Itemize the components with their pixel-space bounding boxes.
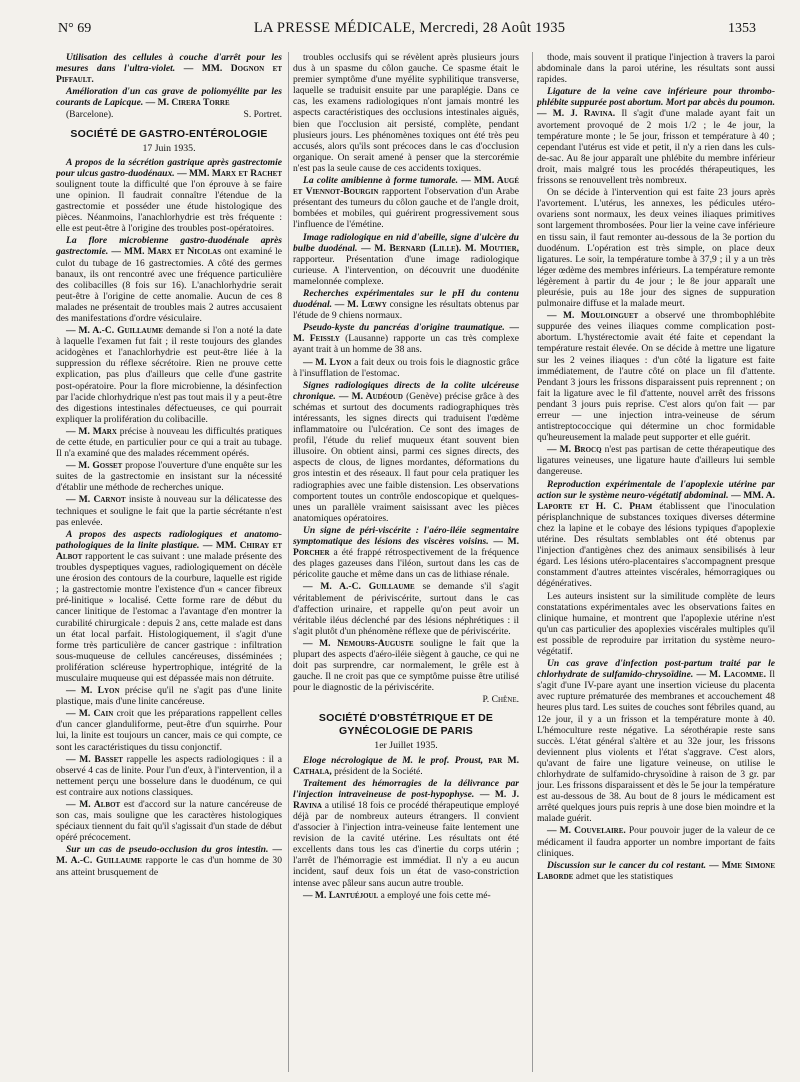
article-paragraph (293, 525, 519, 580)
article-text: est d'accord sur la nature cancéreuse de son cas, mais souligne que les caractères histologiques spéciaux tiennent du fait qu'il s'agissait d'un stade de début opéré précocement. (56, 799, 282, 844)
article-author: — M. Bernard (Lille). M. Moutier, (361, 242, 519, 254)
article-text: Il s'agit d'une IV-pare ayant une insertion vicieuse du placenta avec rupture prématurée des membranes et accouchement 48 heures plus tard. Les suites de couches sont fébriles quand, au 12e jour, il y a un frisson et la température monte à 40. L'hémoculture reste négative. La sérothérapie reste sans succès. L'état général s'altère et au 32e jour, les frissons deviennent plus violents et l'état s'aggrave. C'est alors, qu'avant de faire une ligature veineuse, on utilise le chlorhydrate de sulfamido-chrysoïdine à raison de 3 gr. par jour. Les frissons disparaissent et dès le 5e jour la température est au-dessous de 38. Au bout de 8 jours le médicament est arrêté quelques jours puis repris à une dose bien moindre et la malade guérit. (537, 669, 775, 825)
article-author: — M. A.-C. Guillaume (56, 844, 282, 867)
article-heading: Reproduction expérimentale de l'apoplexie utérine par action sur le système neuro-végétatif abdominal. (537, 478, 775, 501)
article-paragraph (293, 778, 519, 889)
article-text: thode, mais souvent il pratique l'injection à travers la paroi abdominale dans la paroi utérine, les résultats sont aussi rapides. (537, 52, 775, 86)
article-author: — MM. Chiray et Albot (56, 539, 282, 562)
article-author: — MM. Augé et Viennot-Bourgin (293, 175, 519, 198)
article-author: — M. Cain (66, 708, 114, 720)
article-heading: A propos des aspects radiologiques et anatomo-pathologiques de la linite plastique. (56, 528, 282, 551)
article-author: — M. Nemours-Auguste (303, 637, 414, 649)
article-paragraph (56, 494, 282, 527)
location-text: (Barcelone). (66, 109, 114, 121)
article-text: soulignent toute la difficulté que l'on éprouve à se faire une opinion. Il faudrait connaître l'étendue de la gastrectomie et posséder une étude histologique des pièces. Néanmoins, l'anachlorhydrie est très fréquente : elle est peut-être à l'origine des troubles post-opératoires. (56, 178, 282, 235)
article-text: a utilisé 18 fois ce procédé thérapeutique employé déjà par de nombreux auteurs étrangers. Il convient d'associer à l'injection intra-veineuse faite lentement une revision de la cavité utérine. Les résultats ont été excellents dans tous les cas d'inertie du corps utérin ; l'arrêt de l'hémorragie est immédiat. Il n'y a eu aucun incident, sauf deux fois un état de vaso-constriction intense avec pâleur sans aucun autre trouble. (293, 799, 519, 889)
author-location (66, 109, 282, 120)
section-title: SOCIÉTÉ DE GASTRO-ENTÉROLOGIE (70, 127, 268, 140)
article-author: — M. Brocq (547, 444, 602, 456)
article-paragraph (56, 426, 282, 459)
article-author: — M. Lantuéjoul (303, 889, 379, 901)
article-paragraph (293, 380, 519, 524)
article-paragraph (56, 799, 282, 843)
article-heading: Un cas grave d'infection post-partum traité par le chlorhydrate de sulfamido-chrysoïdine. (537, 658, 775, 681)
article-author: — M. Couvelaire. (547, 825, 626, 837)
article-heading: La flore microbienne gastro-duodénale après gastrectomie. (56, 235, 282, 258)
article-paragraph (293, 638, 519, 693)
article-author: — Mme Simone Laborde (537, 859, 775, 882)
article-paragraph (293, 52, 519, 174)
column-3 (532, 52, 775, 1072)
article-text: a été frappé rétrospectivement de la fréquence des plages gazeuses dans l'iléon, surtout dans les cas de péricolite gauche et même dans un cas de lithiase rénale. (293, 547, 519, 581)
reporter-signature: S. Portret. (243, 109, 282, 121)
article-paragraph (56, 844, 282, 877)
article-paragraph (293, 175, 519, 230)
article-text: rapporte le cas d'un homme de 30 ans atteint brusquement de (56, 855, 282, 878)
article-paragraph (293, 890, 519, 901)
article-paragraph (537, 658, 775, 824)
article-author: — M. A.-C. Guillaume (303, 581, 415, 593)
article-author: — M. Audéoud (338, 390, 403, 402)
article-paragraph (293, 322, 519, 355)
article-author: — M. Cirera Torre (145, 97, 230, 109)
article-text: précise qu'il ne s'agit pas d'une linite plastique, mais d'une linite cancéreuse. (56, 685, 282, 708)
article-heading: Amélioration d'un cas grave de poliomyélite par les courants de Lapicque. (56, 86, 282, 109)
article-text: ont examiné le culot du tubage de 16 gastrectomies. A côté des germes banaux, ils ont rencontré avec une fréquence particulière des colibacilles (8 fois sur 16). L'anachlorhydrie serait peut-être à l'origine de cette anomalie. Aucun de ces 8 malades ne présentait de troubles mais 2 autres accusaient des manifestations d'ordre vésiculaire. (56, 246, 282, 324)
article-author: — M. Basset (66, 753, 123, 765)
article-author: — M. J. Ravina. (537, 108, 616, 120)
section-date: 17 Juin 1935. (142, 142, 196, 154)
article-text: a fait deux ou trois fois le diagnostic grâce à l'insufflation de l'estomac. (293, 356, 519, 379)
article-paragraph (293, 232, 519, 287)
article-heading: Image radiologique en nid d'abeille, signe d'ulcère du bulbe duodénal. (293, 231, 519, 254)
article-text: président de la Société. (334, 765, 423, 777)
article-text: (Lausanne) rapporte un cas très complexe ayant trait à un homme de 38 ans. (293, 333, 519, 356)
article-paragraph (56, 529, 282, 684)
article-heading: La colite amibienne à forme tumorale. (303, 175, 459, 187)
article-author: — MM. Dognon et Piffault. (56, 63, 282, 86)
article-author: — M. Porcher (293, 536, 519, 559)
article-text: n'est pas partisan de cette thérapeutique des ligatures veineuses, une ligature haute d'ailleurs lui semble dangereuse. (537, 444, 775, 478)
article-paragraph (537, 187, 775, 309)
article-paragraph (56, 754, 282, 798)
article-text: Il s'agit d'une malade ayant fait un avortement provoqué de 2 mois 1/2 ; le 4e jour, la température monte ; le 5e jour, frisson et température à 40 ; cependant l'utérus est vide et petit, il n'y a rien dans les culs-de-sac. Au 8e jour apparaît une phlébite du membre inférieur droit, mais malgré tous les procédés thérapeutiques, les frissons se renouvellent très nombreux. (537, 108, 775, 187)
article-text: demande si l'on a noté la date à laquelle l'examen fut fait ; il reste toujours des glandes acidogènes et l'anachlorhydrie est peut-être liée à la suppression du réflexe sécrétoire. Rien ne prouve cette explication, pas plus d'ailleurs que celle d'une gastrite post-opératoire. Pour la flore microbienne, la désinfection par l'acide chlorhydrique n'est pas tout mais il y a peut-être des digestions intestinales défectueuses, ce qui pourrait expliquer la prolifération du colibacille. (56, 325, 282, 425)
article-heading: Ligature de la veine cave inférieure pour thrombo-phlébite suppurée post abortum. Mort par abcès du poumon. (537, 86, 775, 109)
article-text: Pour pouvoir juger de la valeur de ce médicament il faudra apporter un nombre important de faits cliniques. (537, 825, 775, 859)
article-heading: Recherches expérimentales sur le pH du contenu duodénal. (293, 287, 519, 311)
article-text: croit que les préparations rappellent celles d'un cancer glanduliforme, peut-être d'un squirrhe. Pour lui, la linite est toujours un cancer, mais ce qui compte, ce sont les caractéristiques du tissu conjonctif. (56, 708, 282, 753)
article-author: — MM. A. Laporte et H. C. Pham (537, 489, 775, 512)
article-paragraph (56, 157, 282, 235)
article-author: — M. Lœwy (334, 299, 387, 311)
article-author: — MM. Marx et Nicolas (111, 246, 222, 258)
journal-title: LA PRESSE MÉDICALE, Mercredi, 28 Août 1935 (253, 20, 566, 36)
article-text: propose l'ouverture d'une enquête sur les suites de la gastrectomie en insistant sur la nécessité d'établir une méthode de recherches unique. (56, 460, 282, 494)
article-heading: Sur un cas de pseudo-occlusion du gros intestin. (66, 844, 269, 856)
article-columns (56, 52, 774, 1072)
column-2 (288, 52, 519, 1072)
article-author: — M. Feissly (293, 322, 519, 345)
article-author: par M. Cathala, (293, 754, 519, 777)
article-text: rapporteur. Présentation d'une image radiologique curieuse. A l'intervention, on découvrit une duodénite mamelonnée complexe. (293, 253, 519, 287)
article-heading: Discussion sur le cancer du col restant. (547, 859, 706, 871)
article-paragraph (56, 235, 282, 324)
article-text: établissent que l'inoculation périsplanchnique de substances toxiques diverses détermine chez la lapine et le cobaye des lésions typiques d'apoplexie utérine. Des résultats semblables ont été obtenus par l'injection d'antigènes chez des animaux sensibilisés à leur égard. Les lésions utéro-placentaires s'accompagnent presque constamment d'autres atteintes viscérales, hémorragiques ou dégénératives. (537, 500, 775, 590)
article-heading: Utilisation des cellules à couche d'arrêt pour les mesures dans l'ultra-violet. (56, 52, 282, 75)
article-text: souligne le fait que la plupart des aspects d'aéro-iléie siègent à gauche, ce qui ne doit pas surprendre, car normalement, le grêle est à gauche. Il ne croit pas que ce symptôme puisse être utilisé pour le diagnostic de la périviscérite. (293, 637, 519, 694)
article-text: rapportent l'observation d'un Arabe présentant des tumeurs du côlon gauche et de l'angle droit, bombées et mobiles, qui guérirent progressivement sous l'influence de l'émétine. (293, 186, 519, 231)
article-paragraph (56, 325, 282, 425)
article-text: admet que les statistiques (575, 870, 674, 882)
article-text: On se décide à l'intervention qui est faite 23 jours après l'avortement. L'utérus, les annexes, les pédicules utéro-ovariens sont normaux, les deux veines iliaques primitives sont largement thrombosées. Pour lier la veine cave inférieure en tissu sain, il faut remonter au-dessous de la 3e portion du duodénum. L'opération est très simple, on place deux ligatures. Le soir, la température tombe à 37,9 ; il y a un très léger œdème des membres inférieurs. La température remonte légèrement à partir du 4e jour ; le 8e jour apparaît une pleurésie, puis au 18e jour des signes de suppuration pulmonaire diffuse et la malade meurt. (537, 187, 775, 310)
article-text: troubles occlusifs qui se révèlent après plusieurs jours dus à un spasme du côlon gauche. Ce spasme était le premier symptôme d'une myélite syphilitique transverse, laquelle se traduisit ensuite par une paraplégie. Dans ce cas, les examens radiologiques n'ont jamais montré les aspects caractéristiques des occlusions intestinales aiguës, bien que l'occlusion ait persisté, complète, pendant plusieurs jours. Les phénomènes toxiques ont été très peu accusés, alors qu'ils sont précoces dans le cas d'occlusion organique. On serait amené à penser que la stercorémie n'est pas la seule cause de ces accidents toxiques. (293, 52, 519, 174)
article-paragraph (537, 591, 775, 658)
article-paragraph (56, 86, 282, 108)
article-text: se demande s'il s'agit véritablement de périviscérite, surtout dans le cas d'affection urinaire, et rappelle qu'on peut avoir un véritable iléus déclenché par des lésions néphrétiques : il s'agit plutôt d'un phénomène réflexe que de périviscérite. (293, 581, 519, 637)
article-paragraph (537, 310, 775, 443)
article-author: — M. Lyon (303, 356, 352, 368)
article-text: insiste à nouveau sur la délicatesse des techniques et souligne le fait que la partie sécrétante n'est pas enlevée. (56, 494, 282, 528)
article-paragraph (537, 860, 775, 882)
section-title: SOCIÉTÉ D'OBSTÉTRIQUE ET DE GYNÉCOLOGIE DE PARIS (318, 712, 494, 738)
article-paragraph (537, 479, 775, 590)
article-text: rapportent le cas suivant : une malade présente des troubles dyspeptiques vagues, radiologiquement on décèle une érosion des contours de la courbure, laquelle est rigide ; la gastrectomie montre l'existence d'un « cancer fibreux pré-linitique » localisé. Cette forme rare de début du cancer linitique de l'estomac a l'avantage d'en montrer la curabilité chirurgicale : depuis 2 ans, cette malade est dans un état local parfait. Histologiquement, il s'agit d'une forme très particulière de cancer gastrique : infiltration sous-muqueuse de cellules cancéreuses, disséminées ; prolifération scléreuse hypertrophique, intégrité de la musculaire muqueuse qui est dépassée mais non détruite. (56, 550, 282, 684)
article-paragraph (56, 52, 282, 85)
article-text: rappelle les aspects radiologiques : il a observé 4 cas de linite. Pour l'un d'eux, à l'intervention, il a nettement perçu une bosselure dans le duodénum, ce qui est contraire aux notions classiques. (56, 753, 282, 798)
article-paragraph (293, 755, 519, 777)
article-text: précise à nouveau les difficultés pratiques de cette étude, en particulier pour ce qui a trait au tubage. Il n'a examiné que des malades récemment opérés. (56, 425, 282, 460)
article-author: — M. Carnot (66, 494, 126, 506)
article-paragraph (56, 708, 282, 752)
article-author: — M. Lyon (66, 685, 120, 697)
article-author: — M. Marx (66, 425, 117, 437)
article-author: — MM. Marx et Rachet (177, 167, 282, 179)
issue-number: N° 69 (58, 21, 92, 36)
article-author: — M. J. Ravina (293, 788, 519, 811)
article-text: a employé une fois cette mé- (380, 889, 491, 901)
article-text: a observé une thrombophlébite suppurée des veines iliaques comme complication post-abortum. L'hystérectomie avait été faite et cependant la température restait élevée. On se décide à mettre une ligature sur les 2 veines iliaques : d'un côté la ligature est faite immédiatement, de l'autre côté on place un fil d'attente. Pendant 3 jours les frissons disparaissent puis reprennent ; on fait la ligature avec le fil d'attente, nouvel arrêt des frissons pendant 3 jours puis reprise. C'est alors qu'on fait — par erreur — une injection intra-veineuse de sérum antistreptococcique qui détermine un choc formidable qu'heureusement la malade peut supporter et elle guérit. (537, 310, 775, 444)
article-heading: A propos de la sécrétion gastrique après gastrectomie pour ulcus gastro-duodénaux. (56, 156, 282, 179)
article-text: consigne les résultats obtenus par l'étude de 9 chiens normaux. (293, 299, 519, 322)
article-heading: Pseudo-kyste du pancréas d'origine traumatique. (303, 322, 505, 334)
article-author: — M. A.-C. Guillaume (66, 325, 163, 337)
article-paragraph (293, 357, 519, 379)
article-author: — M. Gosset (66, 460, 123, 472)
article-author: — M. Mouloinguet (547, 310, 639, 322)
section-date: 1er Juillet 1935. (374, 740, 438, 752)
article-paragraph (537, 52, 775, 85)
article-author: — M. Lacomme. (696, 669, 766, 681)
article-heading: Un signe de péri-viscérite : l'aéro-iléie segmentaire symptomatique des lésions des viscères voisins. (293, 524, 519, 548)
article-paragraph (56, 685, 282, 707)
article-paragraph (537, 825, 775, 858)
article-paragraph (293, 581, 519, 636)
article-paragraph (56, 460, 282, 493)
article-text: (Genève) précise grâce à des schémas et surtout des documents radiographiques très intéressants, les signes directs qui traduisent l'œdème inflammatoire ou l'ulcération. Ce sont des images de profil, l'étude du relief muqueux étant souvent bien illusoire. On obtient ainsi, parmi ces signes directs, des aspects de clous, de lignes mordantes, déformations du gros intestin et des réseaux. Il faut pour cela pratiquer les radiographies avec une faible distension. Les observations comportent toutes un contrôle endoscopique et quelques-unes un parallèle vraiment saisissant avec les pièces anatomiques opératoires. (293, 390, 519, 524)
article-text: Les auteurs insistent sur la similitude complète de leurs constatations expérimentales avec les observations faites en clinique humaine, et montrent que l'apoplexie utérine n'est qu'un cas particulier des apoplexies viscérales multiples qu'il est possible de reproduire par irritation du système neuro-végétatif. (537, 590, 775, 657)
column-1 (56, 52, 282, 1072)
article-paragraph (537, 86, 775, 186)
article-heading: Traitement des hémorragies de la délivrance par l'injection intraveineuse de post-hypophyse. (293, 777, 519, 800)
reporter-signature: P. Chêne. (482, 694, 519, 706)
article-heading: Eloge nécrologique de M. le prof. Proust, (303, 754, 484, 766)
article-heading: Signes radiologiques directs de la colite ulcéreuse chronique. (293, 379, 519, 402)
page-header (58, 20, 756, 42)
article-author: — M. Albot (66, 799, 121, 810)
article-paragraph (537, 444, 775, 477)
page-number: 1353 (727, 21, 756, 36)
article-paragraph (293, 288, 519, 321)
